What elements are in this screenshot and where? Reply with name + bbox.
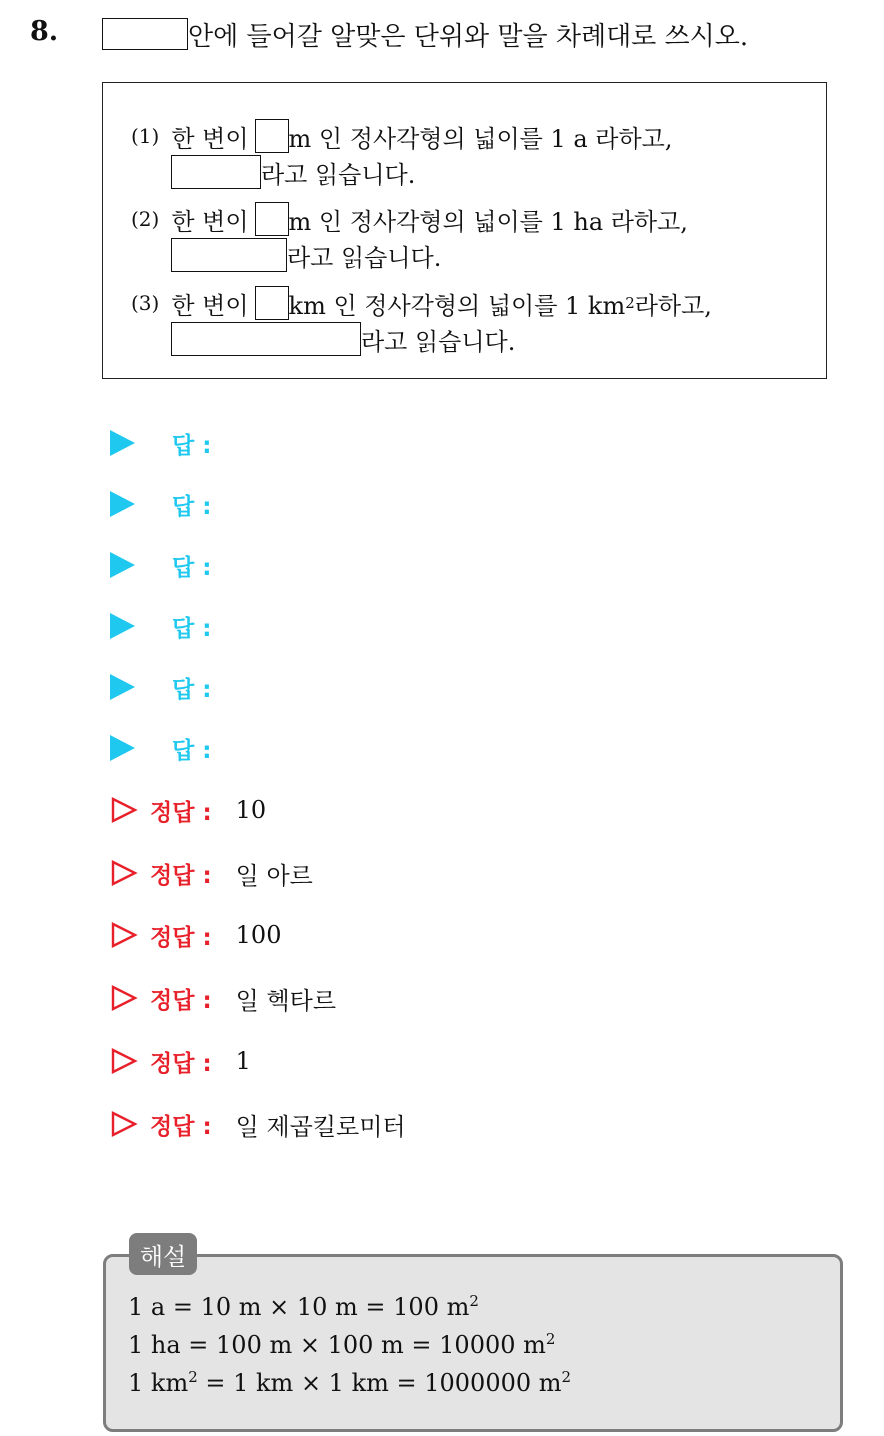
item-suffix: 라고 읽습니다. [261, 160, 416, 189]
item-prefix: 한 변이 [171, 291, 249, 320]
correct-answer-row [110, 856, 313, 890]
answer-label: 답 : [172, 432, 212, 459]
play-triangle-icon [110, 613, 135, 639]
question-item-1 [131, 118, 672, 154]
reading-blank [171, 155, 261, 189]
answer-label: 답 : [172, 554, 212, 581]
explanation-line-1: 1 a = 10 m × 10 m = 100 $m^2$ [128, 1292, 479, 1321]
item-number: (3) [131, 291, 160, 315]
answer-label: 답 : [172, 493, 212, 520]
explanation-line-3: 1 $km^2 = 1$ km × 1 km = 1000000 $m^2$ [128, 1368, 572, 1397]
play-triangle-icon [110, 674, 135, 700]
correct-answer-row [110, 918, 281, 952]
correct-answer-row [110, 1044, 251, 1078]
correct-answer-row [110, 981, 336, 1015]
correct-label: 정답 : [150, 924, 212, 951]
item-prefix: 한 변이 [171, 124, 249, 153]
answer-label: 답 : [172, 615, 212, 642]
unit-blank [255, 286, 289, 320]
question-item-3: (3) 한 변이 km 인 정사각형의 넓이를 1 km 2 라하고, [131, 285, 712, 321]
correct-label: 정답 : [150, 1113, 212, 1140]
question-box [102, 82, 827, 379]
reading-blank [171, 322, 361, 356]
play-triangle-icon [110, 491, 135, 517]
answer-row[interactable] [110, 732, 212, 764]
item-text-end: 라하고, [634, 291, 712, 320]
question-item-2-continuation [171, 237, 441, 273]
question-item-1-continuation [171, 154, 415, 190]
correct-value: 100 [235, 921, 282, 949]
play-triangle-icon [110, 735, 135, 761]
question-item-2 [131, 201, 688, 237]
answer-row[interactable] [110, 610, 212, 642]
correct-value: 일 아르 [235, 861, 313, 890]
correct-value: 10 [235, 796, 267, 824]
correct-label: 정답 : [150, 799, 212, 826]
outline-triangle-icon [110, 984, 138, 1012]
play-triangle-icon [110, 430, 135, 456]
correct-label: 정답 : [150, 862, 212, 889]
item-text: km 인 정사각형의 넓이를 1 km [288, 291, 626, 320]
correct-value: 1 [235, 1047, 251, 1075]
item-number: (2) [131, 207, 160, 231]
correct-label: 정답 : [150, 987, 212, 1014]
outline-triangle-icon [110, 859, 138, 887]
answer-label: 답 : [172, 676, 212, 703]
play-triangle-icon [110, 552, 135, 578]
item-prefix: 한 변이 [171, 207, 249, 236]
reading-blank [171, 238, 287, 272]
correct-value: 일 헥타르 [235, 986, 337, 1015]
answer-row[interactable] [110, 488, 212, 520]
correct-label: 정답 : [150, 1050, 212, 1077]
item-suffix: 라고 읽습니다. [361, 327, 516, 356]
correct-value: 일 제곱킬로미터 [235, 1112, 406, 1141]
answer-row[interactable] [110, 549, 212, 581]
answer-row[interactable] [110, 427, 212, 459]
explanation-line-2: 1 ha = 100 m × 100 m = 10000 $m^2$ [128, 1330, 556, 1359]
question-instruction: 안에 들어갈 알맞은 단위와 말을 차례대로 쓰시오. [188, 21, 749, 52]
item-suffix: 라고 읽습니다. [287, 243, 442, 272]
item-text: m 인 정사각형의 넓이를 1 ha 라하고, [288, 207, 688, 236]
item-text: m 인 정사각형의 넓이를 1 a 라하고, [288, 124, 673, 153]
explanation-tab: 해설 [129, 1233, 197, 1275]
question-number: 8. [30, 16, 59, 47]
question-instruction-line [102, 16, 748, 52]
outline-triangle-icon [110, 1047, 138, 1075]
outline-triangle-icon [110, 796, 138, 824]
outline-triangle-icon [110, 921, 138, 949]
question-item-3-continuation [171, 321, 515, 357]
correct-answer-row [110, 1107, 406, 1141]
answer-row[interactable] [110, 671, 212, 703]
outline-triangle-icon [110, 1110, 138, 1138]
correct-answer-row [110, 793, 266, 827]
blank-box [102, 18, 188, 50]
unit-blank [255, 202, 289, 236]
item-number: (1) [131, 124, 160, 148]
answer-label: 답 : [172, 737, 212, 764]
unit-blank [255, 119, 289, 153]
explanation-box [103, 1254, 843, 1432]
